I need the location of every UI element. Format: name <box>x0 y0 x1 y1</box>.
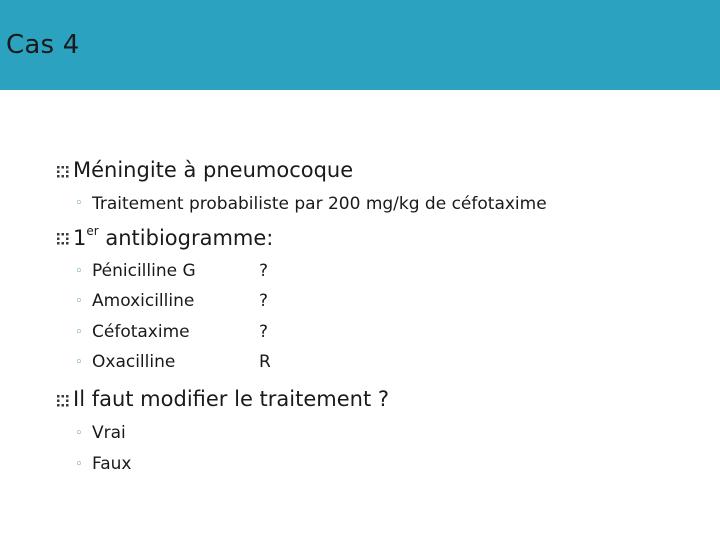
slide-title: Cas 4 <box>6 30 80 60</box>
drug-name: Céfotaxime <box>92 322 190 342</box>
drug-name: Oxacilline <box>92 352 176 372</box>
bullet-3-text: Il faut modifier le traitement ? <box>73 387 390 411</box>
sub-bullet-marker: ◦ <box>75 457 83 472</box>
bullet-2-prefix: 1 <box>73 226 87 250</box>
square-dotted-icon <box>57 233 71 247</box>
sub-bullet-marker: ◦ <box>75 355 83 370</box>
bullet-2-sup: er <box>86 224 99 238</box>
drug-result: R <box>259 352 271 372</box>
answer-option-vrai: Vrai <box>92 423 126 443</box>
sub-bullet-marker: ◦ <box>75 325 83 340</box>
sub-bullet-marker: ◦ <box>75 294 83 309</box>
sub-bullet-marker: ◦ <box>75 264 83 279</box>
square-dotted-icon <box>57 166 71 180</box>
answer-option-faux: Faux <box>92 454 132 474</box>
drug-name: Pénicilline G <box>92 261 196 281</box>
drug-result: ? <box>259 291 269 311</box>
drug-name: Amoxicilline <box>92 291 195 311</box>
square-dotted-icon <box>57 395 71 409</box>
bullet-2-suffix: antibiogramme: <box>98 226 274 250</box>
bullet-1-text: Méningite à pneumocoque <box>73 158 354 182</box>
bullet-2-text <box>73 226 273 250</box>
bullet-1-sub-1: Traitement probabiliste par 200 mg/kg de céfotaxime <box>92 194 547 214</box>
drug-result: ? <box>259 261 269 281</box>
sub-bullet-marker: ◦ <box>75 426 83 441</box>
sub-bullet-marker: ◦ <box>75 196 83 211</box>
drug-result: ? <box>259 322 269 342</box>
